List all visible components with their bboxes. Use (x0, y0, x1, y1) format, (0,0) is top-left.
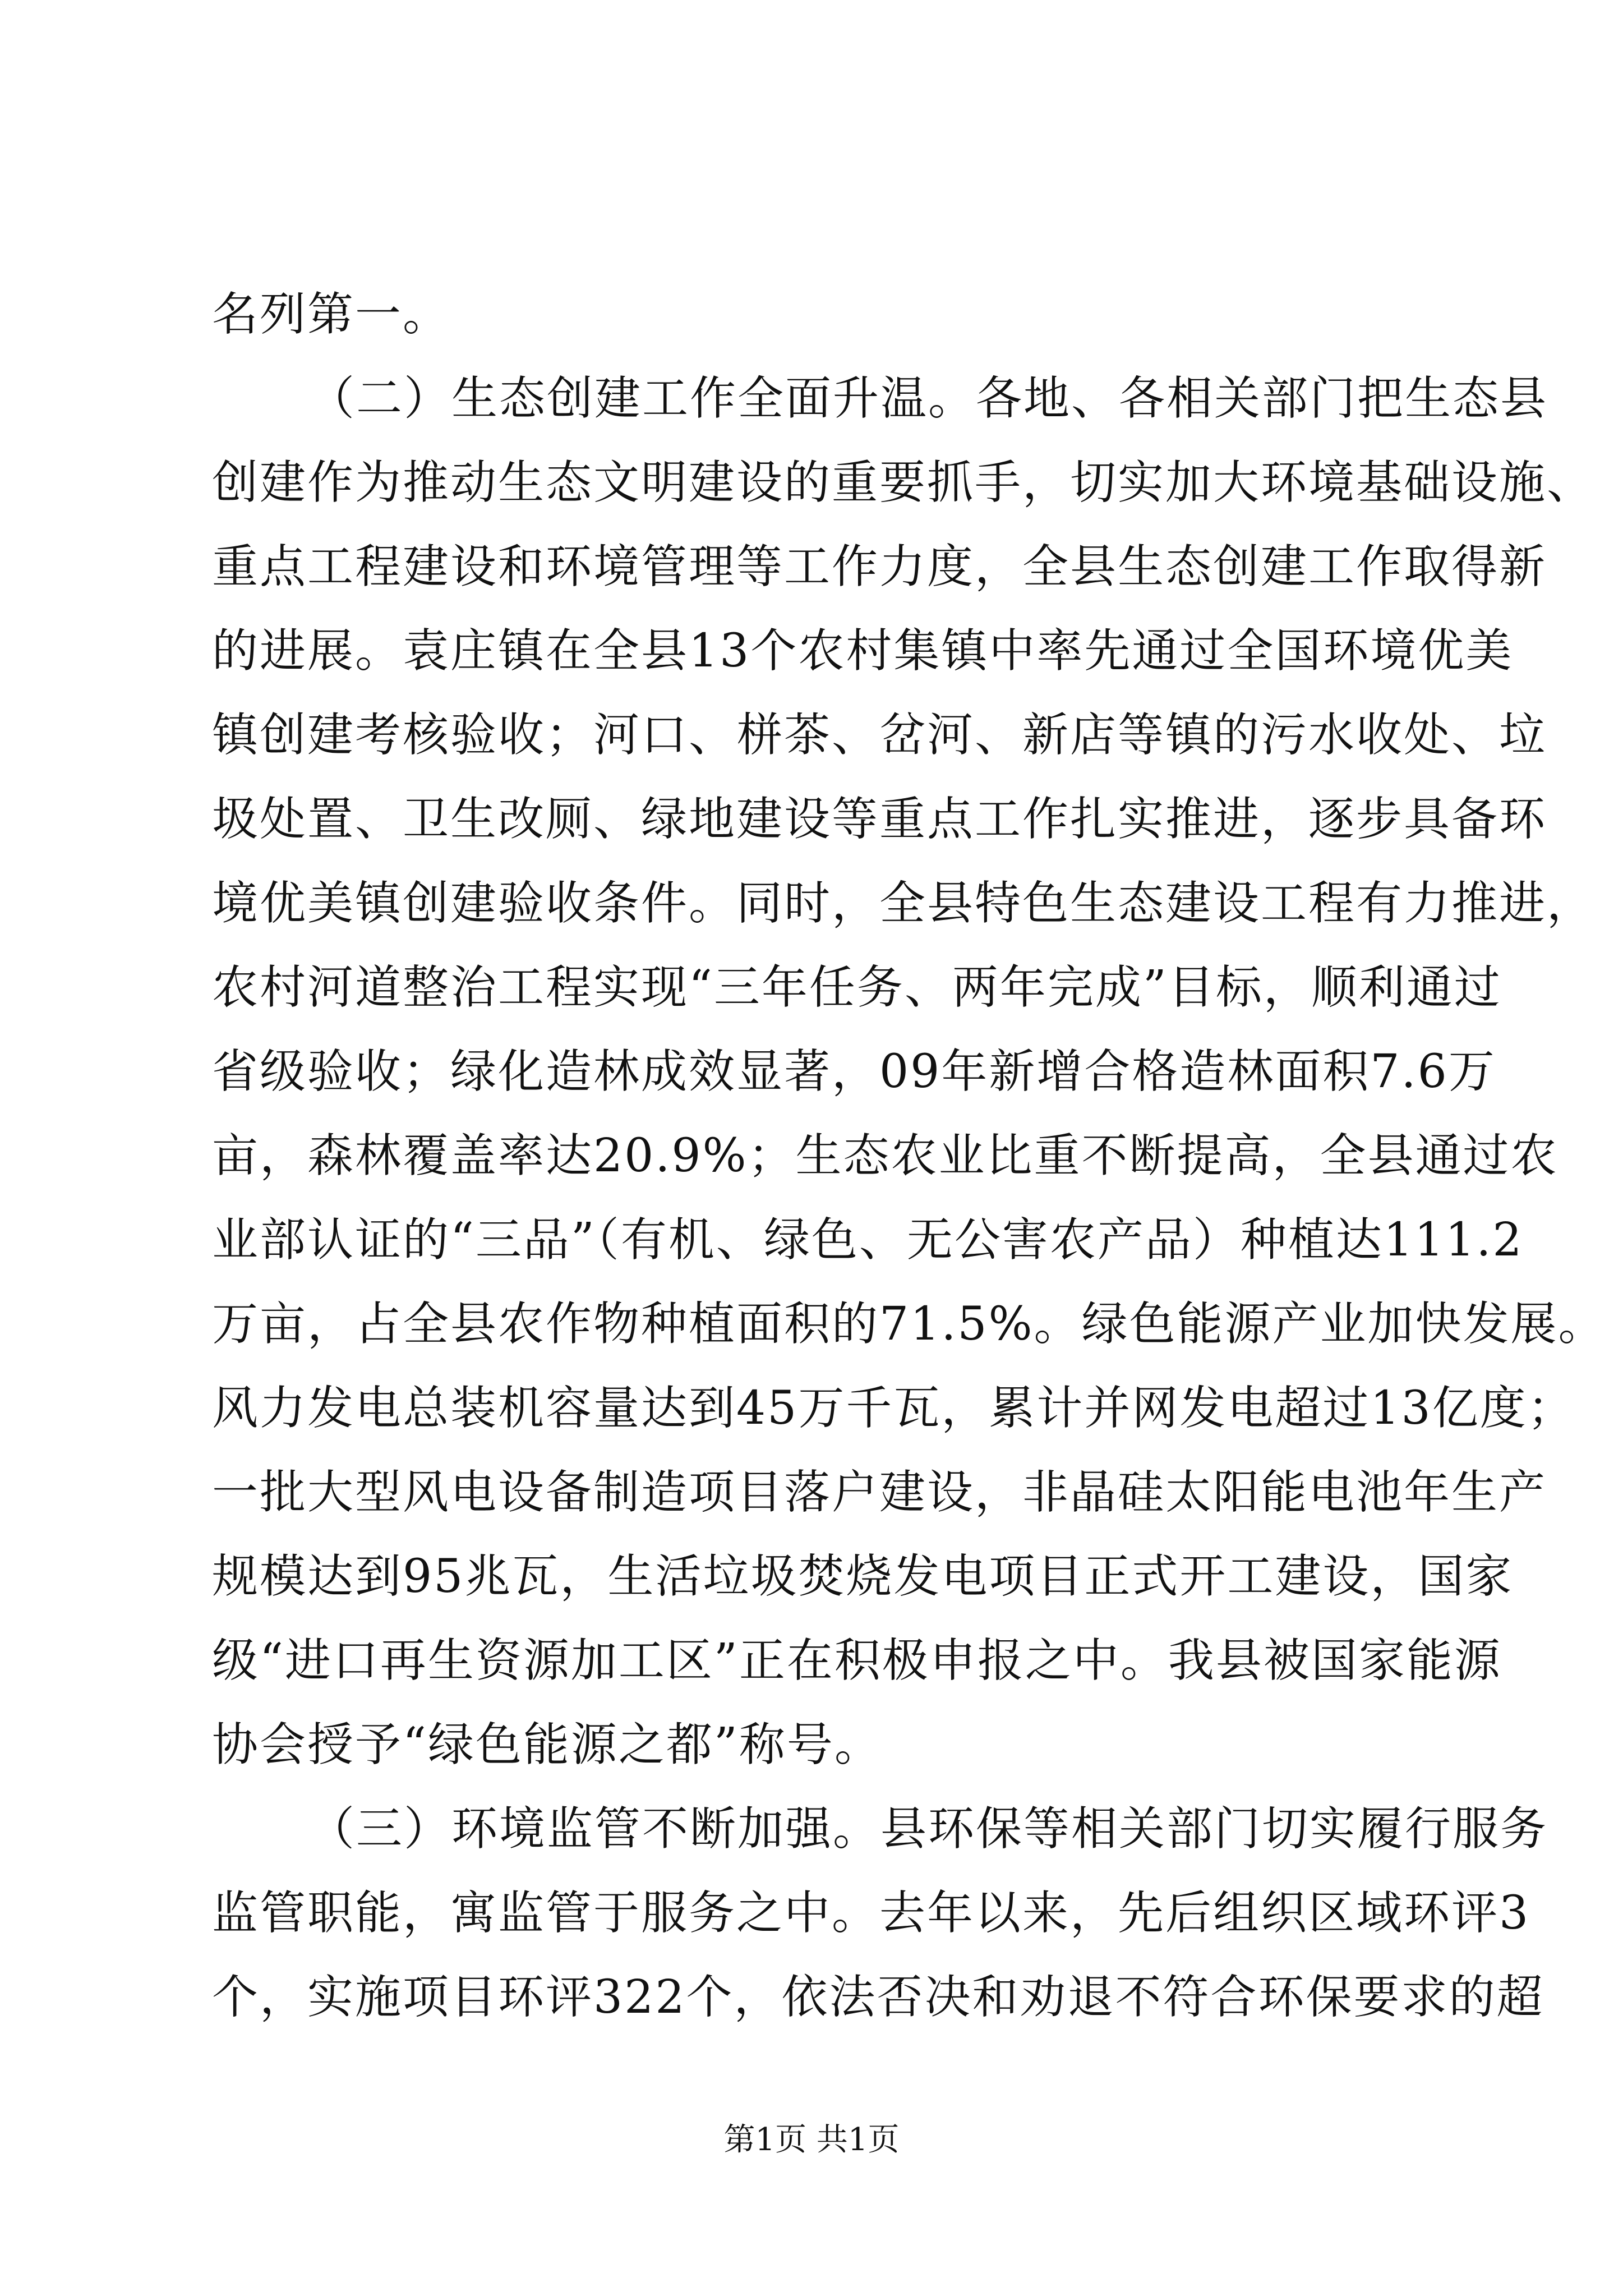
text-line: 风力发电总装机容量达到45万千瓦，累计并网发电超过13亿度； (212, 1382, 1575, 1435)
text-line: 监管职能，寓监管于服务之中。去年以来，先后组织区域环评3 (212, 1887, 1530, 1940)
text-line: （二）生态创建工作全面升温。各地、各相关部门把生态县 (308, 372, 1548, 425)
text-line: 重点工程建设和环境管理等工作力度，全县生态创建工作取得新 (212, 540, 1547, 593)
text-line: 省级验收；绿化造林成效显著，09年新增合格造林面积7.6万 (212, 1045, 1496, 1098)
text-line: 亩，森林覆盖率达20.9%；生态农业比重不断提高，全县通过农 (212, 1129, 1559, 1182)
text-line: 业部认证的“三品”（有机、绿色、无公害农产品）种植达111.2 (212, 1213, 1524, 1267)
text-line: 创建作为推动生态文明建设的重要抓手，切实加大环境基础设施、 (212, 456, 1595, 509)
text-line: 级“进口再生资源加工区”正在积极申报之中。我县被国家能源 (212, 1634, 1502, 1687)
text-line: （三）环境监管不断加强。县环保等相关部门切实履行服务 (308, 1802, 1548, 1856)
text-line: 农村河道整治工程实现“三年任务、两年完成”目标，顺利通过 (212, 961, 1502, 1014)
text-line: 圾处置、卫生改厕、绿地建设等重点工作扎实推进，逐步具备环 (212, 793, 1547, 846)
text-line: 的进展。袁庄镇在全县13个农村集镇中率先通过全国环境优美 (212, 624, 1514, 678)
text-line: 境优美镇创建验收条件。同时，全县特色生态建设工程有力推进， (212, 877, 1595, 930)
page-footer: 第1页 共1页 (723, 2122, 900, 2158)
text-line: 个，实施项目环评322个，依法否决和劝退不符合环保要求的超 (212, 1971, 1544, 2024)
text-line: 一批大型风电设备制造项目落户建设，非晶硅太阳能电池年生产 (212, 1466, 1547, 1519)
body-text (212, 273, 1606, 2040)
text-line: 万亩，占全县农作物种植面积的71.5%。绿色能源产业加快发展。 (212, 1297, 1606, 1351)
text-line: 规模达到95兆瓦，生活垃圾焚烧发电项目正式开工建设，国家 (212, 1550, 1514, 1603)
text-line: 镇创建考核验收；河口、栟茶、岔河、新店等镇的污水收处、垃 (212, 708, 1547, 762)
text-line: 协会授予“绿色能源之都”称号。 (212, 1718, 882, 1772)
text-line: 名列第一。 (212, 288, 451, 341)
